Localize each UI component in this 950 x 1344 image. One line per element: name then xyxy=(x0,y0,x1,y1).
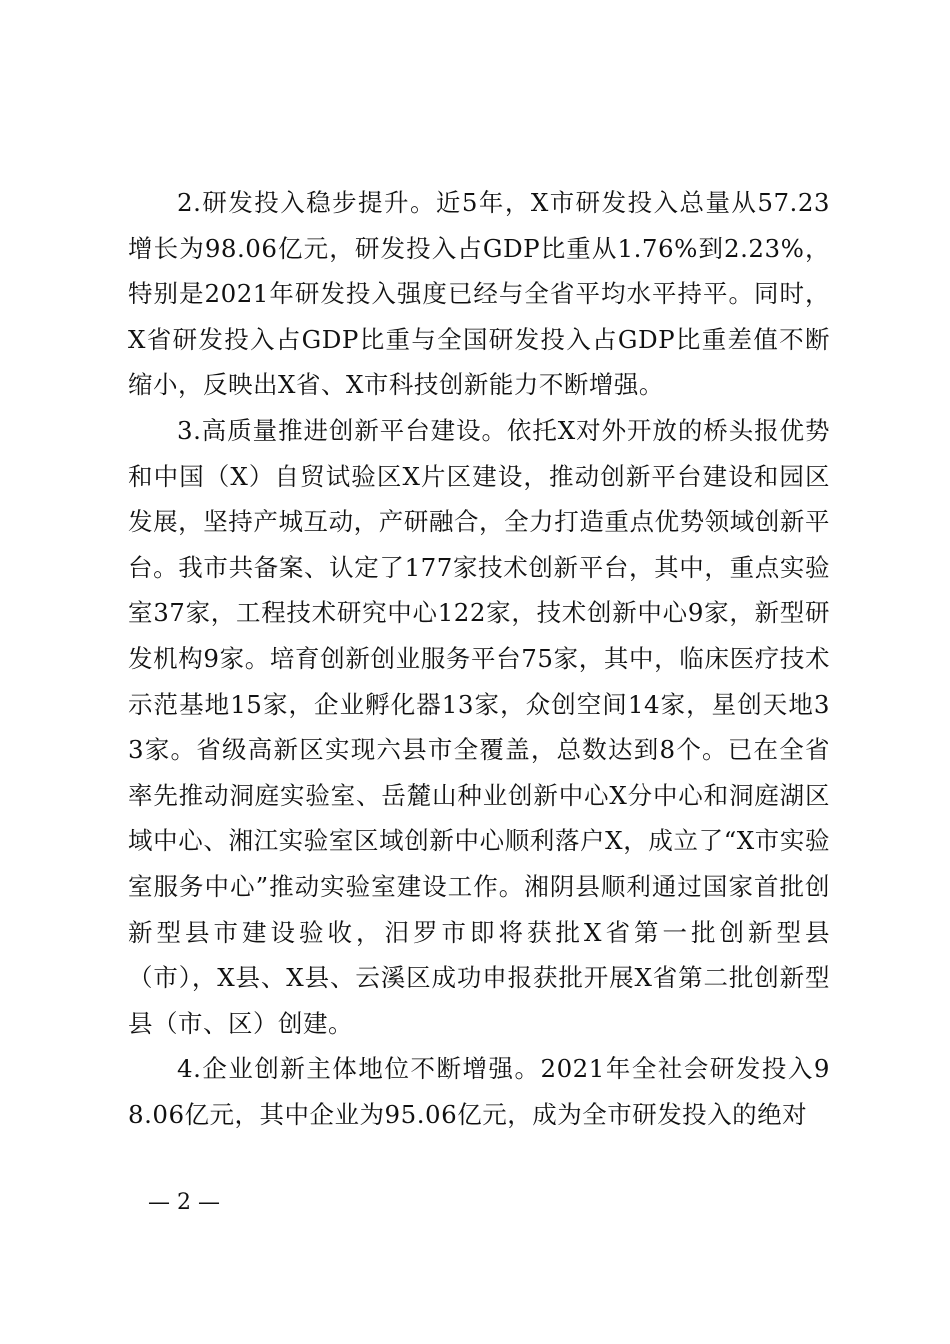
page-number: — 2 — xyxy=(148,1190,220,1215)
document-body xyxy=(128,180,830,1137)
paragraph-enterprise-innovation: 4.企业创新主体地位不断增强。2021年全社会研发投入98.06亿元，其中企业为95.06亿元，成为全市研发投入的绝对 xyxy=(128,1054,830,1129)
paragraph-rd-investment: 2.研发投入稳步提升。近5年，X市研发投入总量从57.23增长为98.06亿元，研发投入占GDP比重从1.76%到2.23%，特别是2021年研发投入强度已经与全省平均水平持平。同时，X省研发投入占GDP比重与全国研发投入占GDP比重差值不断缩小，反映出X省、X市科技创新能力不断增强。 xyxy=(128,188,830,400)
paragraph-innovation-platform: 3.高质量推进创新平台建设。依托X对外开放的桥头报优势和中国（X）自贸试验区X片区建设，推动创新平台建设和园区发展，坚持产城互动，产研融合，全力打造重点优势领域创新平台。我市共备案、认定了177家技术创新平台，其中，重点实验室37家，工程技术研究中心122家，技术创新中心9家，新型研发机构9家。培育创新创业服务平台75家，其中，临床医疗技术示范基地15家，企业孵化器13家，众创空间14家，星创天地33家。省级高新区实现六县市全覆盖，总数达到8个。已在全省率先推动洞庭实验室、岳麓山种业创新中心X分中心和洞庭湖区域中心、湘江实验室区域创新中心顺利落户X，成立了“X市实验室服务中心”推动实验室建设工作。湘阴县顺利通过国家首批创新型县市建设验收，汨罗市即将获批X省第一批创新型县（市），X县、X县、云溪区成功申报获批开展X省第二批创新型县（市、区）创建。 xyxy=(128,415,830,1038)
